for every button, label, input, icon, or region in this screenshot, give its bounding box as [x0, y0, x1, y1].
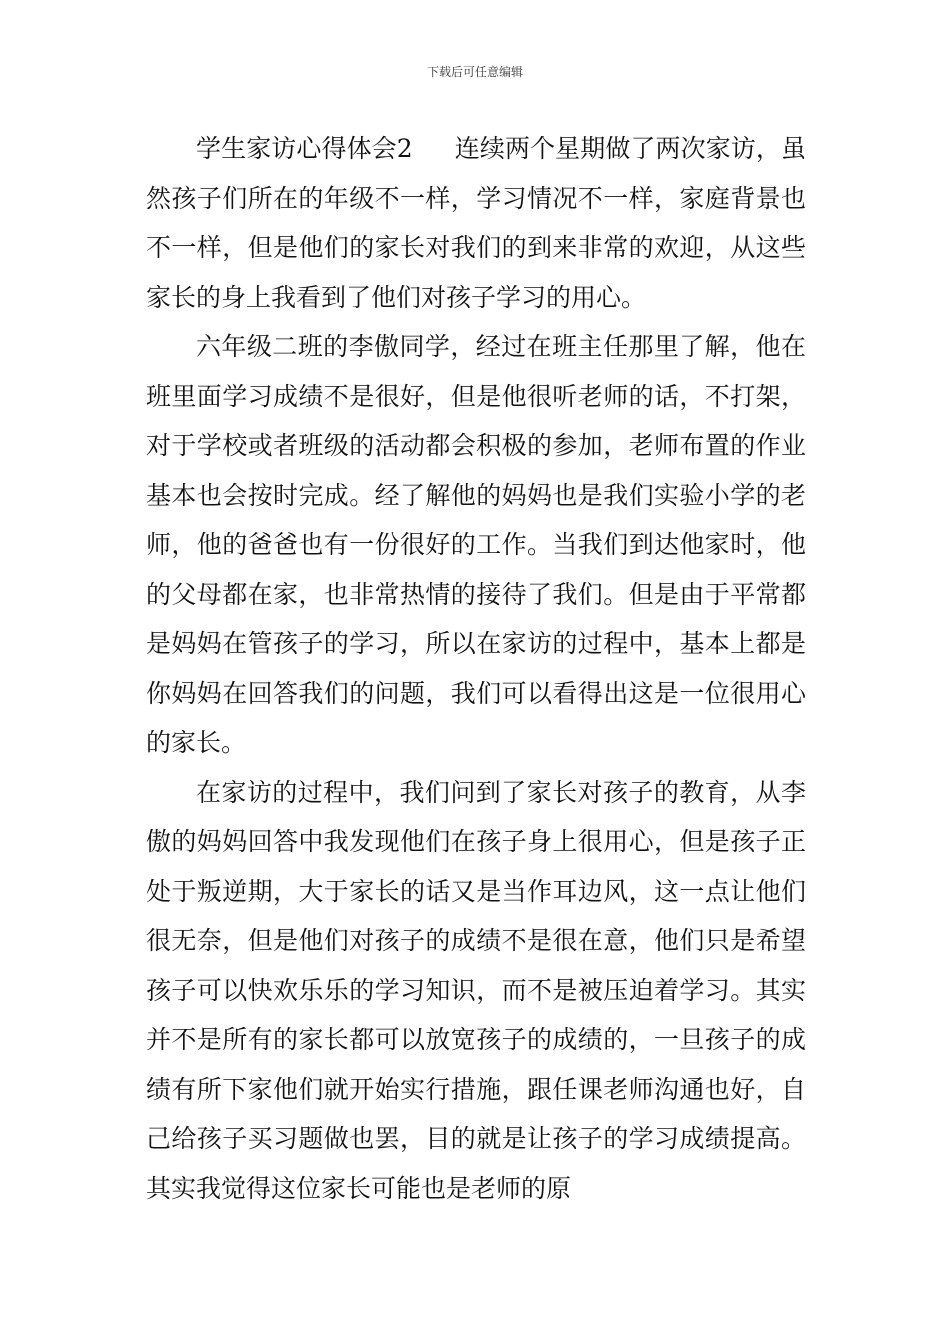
paragraph-2: 六年级二班的李傲同学，经过在班主任那里了解，他在班里面学习成绩不是很好，但是他很听老师的话，不打架，对于学校或者班级的活动都会积极的参加，老师布置的作业基本也会按时完成。经了解他的妈妈也是我们实验小学的老师，他的爸爸也有一份很好的工作。当我们到达他家时，他的父母都在家，也非常热情的接待了我们。但是由于平常都是妈妈在管孩子的学习，所以在家访的过程中，基本上都是你妈妈在回答我们的问题，我们可以看得出这是一位很用心的家长。: [146, 332, 806, 757]
page-header: 下载后可任意编辑: [426, 65, 523, 79]
document-body: [146, 124, 806, 1213]
paragraph-3: 在家访的过程中，我们问到了家长对孩子的教育，从李傲的妈妈回答中我发现他们在孩子身上很用心，但是孩子正处于叛逆期，大于家长的话又是当作耳边风，这一点让他们很无奈，但是他们对孩子的成绩不是很在意，他们只是希望孩子可以快欢乐乐的学习知识，而不是被压迫着学习。其实并不是所有的家长都可以放宽孩子的成绩的，一旦孩子的成绩有所下家他们就开始实行措施，跟任课老师沟通也好，自己给孩子买习题做也罢，目的就是让孩子的学习成绩提高。其实我觉得这位家长可能也是老师的原: [146, 777, 806, 1203]
paragraph-1: [146, 124, 806, 322]
paragraph-1-text: 连续两个星期做了两次家访，虽然孩子们所在的年级不一样，学习情况不一样，家庭背景也不一样，但是他们的家长对我们的到来非常的欢迎，从这些家长的身上我看到了他们对孩子学习的用心。: [146, 134, 806, 312]
document-title: 学生家访心得体会2: [196, 134, 413, 163]
